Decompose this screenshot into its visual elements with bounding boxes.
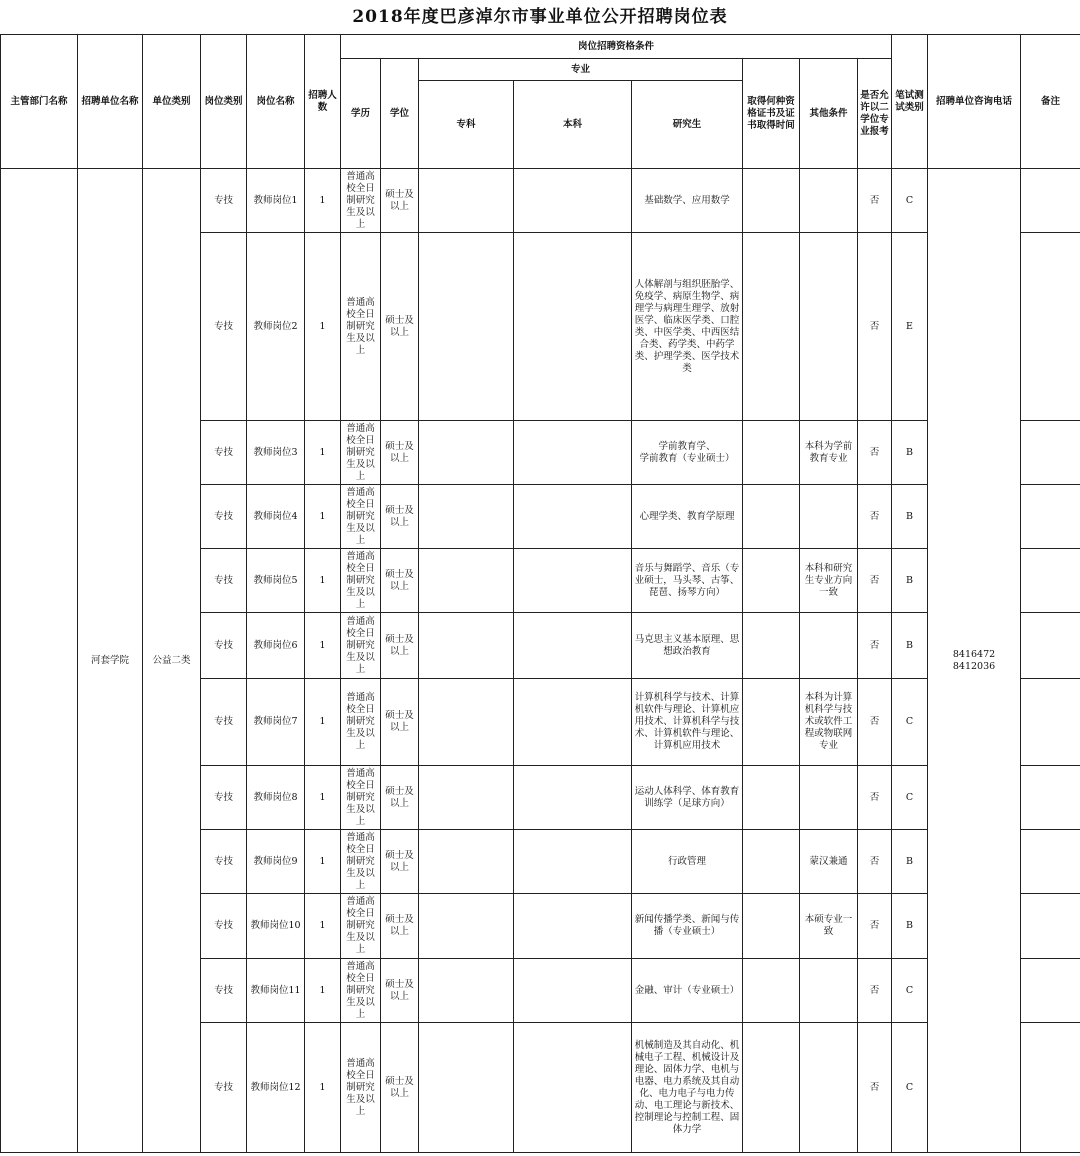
header-benke: 本科	[514, 81, 632, 169]
exam-cell: C	[892, 766, 928, 830]
edu-cell: 普通高校全日制研究生及以上	[341, 485, 381, 549]
header-count: 招聘人数	[305, 35, 341, 169]
cert-cell	[743, 830, 800, 894]
benke-cell	[514, 613, 632, 679]
header-second-degree: 是否允许以二学位专业报考	[858, 59, 892, 169]
major-cell: 计算机科学与技术、计算机软件与理论、计算机应用技术、计算机科学与技术、计算机软件与理论、计算机应用技术	[632, 679, 743, 766]
benke-cell	[514, 485, 632, 549]
pos-type-cell: 专技	[201, 421, 247, 485]
pos-name-cell: 教师岗位11	[247, 959, 305, 1023]
count-cell: 1	[305, 233, 341, 421]
header-pos-type: 岗位类别	[201, 35, 247, 169]
pos-name-cell: 教师岗位9	[247, 830, 305, 894]
edu-cell: 普通高校全日制研究生及以上	[341, 233, 381, 421]
edu-cell: 普通高校全日制研究生及以上	[341, 830, 381, 894]
header-qualifications: 岗位招聘资格条件	[341, 35, 892, 59]
header-edu: 学历	[341, 59, 381, 169]
table-row	[1, 169, 1080, 233]
degree-cell: 硕士及以上	[381, 830, 419, 894]
count-cell: 1	[305, 613, 341, 679]
exam-cell: C	[892, 679, 928, 766]
zhuanke-cell	[419, 959, 514, 1023]
cert-cell	[743, 1023, 800, 1153]
major-cell: 基础数学、应用数学	[632, 169, 743, 233]
remark-cell	[1021, 549, 1080, 613]
count-cell: 1	[305, 1023, 341, 1153]
benke-cell	[514, 233, 632, 421]
second-degree-cell: 否	[858, 613, 892, 679]
degree-cell: 硕士及以上	[381, 766, 419, 830]
other-cell	[800, 766, 858, 830]
zhuanke-cell	[419, 233, 514, 421]
other-cell: 蒙汉兼通	[800, 830, 858, 894]
benke-cell	[514, 830, 632, 894]
major-cell: 金融、审计（专业硕士）	[632, 959, 743, 1023]
header-other: 其他条件	[800, 59, 858, 169]
unit-type-cell: 公益二类	[143, 169, 201, 1153]
dept-cell	[1, 169, 78, 1153]
second-degree-cell: 否	[858, 549, 892, 613]
edu-cell: 普通高校全日制研究生及以上	[341, 959, 381, 1023]
unit-cell: 河套学院	[78, 169, 143, 1153]
benke-cell	[514, 169, 632, 233]
major-cell: 学前教育学、 学前教育（专业硕士）	[632, 421, 743, 485]
header-zhuanke: 专科	[419, 81, 514, 169]
cert-cell	[743, 894, 800, 959]
pos-type-cell: 专技	[201, 613, 247, 679]
benke-cell	[514, 959, 632, 1023]
header-exam: 笔试测试类别	[892, 35, 928, 169]
cert-cell	[743, 549, 800, 613]
other-cell: 本科和研究生专业方向一致	[800, 549, 858, 613]
degree-cell: 硕士及以上	[381, 894, 419, 959]
header-remark: 备注	[1021, 35, 1080, 169]
recruitment-table	[0, 34, 1080, 1153]
major-cell: 新闻传播学类、新闻与传播（专业硕士）	[632, 894, 743, 959]
header-unit-type: 单位类别	[143, 35, 201, 169]
phone-cell	[928, 169, 1021, 1153]
cert-cell	[743, 169, 800, 233]
header-dept: 主管部门名称	[1, 35, 78, 169]
header-unit: 招聘单位名称	[78, 35, 143, 169]
second-degree-cell: 否	[858, 233, 892, 421]
pos-type-cell: 专技	[201, 485, 247, 549]
count-cell: 1	[305, 169, 341, 233]
exam-cell: B	[892, 421, 928, 485]
remark-cell	[1021, 485, 1080, 549]
pos-type-cell: 专技	[201, 830, 247, 894]
benke-cell	[514, 679, 632, 766]
other-cell: 本科为计算机科学与技术或软件工程或物联网专业	[800, 679, 858, 766]
cert-cell	[743, 233, 800, 421]
other-cell	[800, 1023, 858, 1153]
pos-type-cell: 专技	[201, 169, 247, 233]
other-cell	[800, 485, 858, 549]
pos-name-cell: 教师岗位3	[247, 421, 305, 485]
edu-cell: 普通高校全日制研究生及以上	[341, 766, 381, 830]
remark-cell	[1021, 613, 1080, 679]
cert-cell	[743, 679, 800, 766]
pos-name-cell: 教师岗位8	[247, 766, 305, 830]
edu-cell: 普通高校全日制研究生及以上	[341, 894, 381, 959]
pos-type-cell: 专技	[201, 233, 247, 421]
second-degree-cell: 否	[858, 169, 892, 233]
remark-cell	[1021, 766, 1080, 830]
pos-name-cell: 教师岗位7	[247, 679, 305, 766]
zhuanke-cell	[419, 1023, 514, 1153]
edu-cell: 普通高校全日制研究生及以上	[341, 169, 381, 233]
degree-cell: 硕士及以上	[381, 679, 419, 766]
count-cell: 1	[305, 421, 341, 485]
count-cell: 1	[305, 766, 341, 830]
remark-cell	[1021, 233, 1080, 421]
pos-type-cell: 专技	[201, 679, 247, 766]
other-cell: 本科为学前教育专业	[800, 421, 858, 485]
second-degree-cell: 否	[858, 766, 892, 830]
pos-name-cell: 教师岗位12	[247, 1023, 305, 1153]
zhuanke-cell	[419, 894, 514, 959]
major-cell: 人体解剖与组织胚胎学、免疫学、病原生物学、病理学与病理生理学、放射医学、临床医学类、口腔类、中医学类、中西医结合类、药学类、中药学类、护理学类、医学技术类	[632, 233, 743, 421]
degree-cell: 硕士及以上	[381, 549, 419, 613]
edu-cell: 普通高校全日制研究生及以上	[341, 1023, 381, 1153]
edu-cell: 普通高校全日制研究生及以上	[341, 549, 381, 613]
exam-cell: B	[892, 830, 928, 894]
exam-cell: B	[892, 485, 928, 549]
degree-cell: 硕士及以上	[381, 169, 419, 233]
exam-cell: C	[892, 959, 928, 1023]
benke-cell	[514, 1023, 632, 1153]
zhuanke-cell	[419, 421, 514, 485]
second-degree-cell: 否	[858, 959, 892, 1023]
exam-cell: C	[892, 1023, 928, 1153]
zhuanke-cell	[419, 613, 514, 679]
exam-cell: B	[892, 894, 928, 959]
second-degree-cell: 否	[858, 421, 892, 485]
table-title: 2018年度巴彦淖尔市事业单位公开招聘岗位表	[352, 7, 728, 27]
major-cell: 马克思主义基本原理、思想政治教育	[632, 613, 743, 679]
header-major: 专业	[419, 59, 743, 81]
cert-cell	[743, 766, 800, 830]
exam-cell: B	[892, 613, 928, 679]
degree-cell: 硕士及以上	[381, 959, 419, 1023]
other-cell	[800, 959, 858, 1023]
other-cell	[800, 613, 858, 679]
major-cell: 机械制造及其自动化、机械电子工程、机械设计及理论、固体力学、电机与电器、电力系统及其自动化、电力电子与电力传动、电工理论与新技术、控制理论与控制工程、固体力学	[632, 1023, 743, 1153]
pos-name-cell: 教师岗位2	[247, 233, 305, 421]
other-cell	[800, 169, 858, 233]
header-pos-name: 岗位名称	[247, 35, 305, 169]
benke-cell	[514, 894, 632, 959]
header-cert: 取得何种资格证书及证书取得时间	[743, 59, 800, 169]
benke-cell	[514, 549, 632, 613]
pos-type-cell: 专技	[201, 894, 247, 959]
second-degree-cell: 否	[858, 679, 892, 766]
degree-cell: 硕士及以上	[381, 1023, 419, 1153]
exam-cell: B	[892, 549, 928, 613]
remark-cell	[1021, 830, 1080, 894]
degree-cell: 硕士及以上	[381, 613, 419, 679]
major-cell: 心理学类、教育学原理	[632, 485, 743, 549]
pos-type-cell: 专技	[201, 959, 247, 1023]
second-degree-cell: 否	[858, 894, 892, 959]
count-cell: 1	[305, 549, 341, 613]
major-cell: 音乐与舞蹈学、音乐（专业硕士，马头琴、古筝、琵琶、扬琴方向）	[632, 549, 743, 613]
cert-cell	[743, 485, 800, 549]
pos-name-cell: 教师岗位10	[247, 894, 305, 959]
major-cell: 行政管理	[632, 830, 743, 894]
count-cell: 1	[305, 959, 341, 1023]
pos-type-cell: 专技	[201, 766, 247, 830]
benke-cell	[514, 421, 632, 485]
remark-cell	[1021, 894, 1080, 959]
pos-name-cell: 教师岗位6	[247, 613, 305, 679]
zhuanke-cell	[419, 830, 514, 894]
cert-cell	[743, 421, 800, 485]
count-cell: 1	[305, 679, 341, 766]
remark-cell	[1021, 959, 1080, 1023]
other-cell: 本硕专业一致	[800, 894, 858, 959]
cert-cell	[743, 959, 800, 1023]
pos-type-cell: 专技	[201, 1023, 247, 1153]
pos-name-cell: 教师岗位1	[247, 169, 305, 233]
cert-cell	[743, 613, 800, 679]
remark-cell	[1021, 679, 1080, 766]
major-cell: 运动人体科学、体育教育训练学（足球方向）	[632, 766, 743, 830]
second-degree-cell: 否	[858, 485, 892, 549]
count-cell: 1	[305, 894, 341, 959]
benke-cell	[514, 766, 632, 830]
remark-cell	[1021, 1023, 1080, 1153]
edu-cell: 普通高校全日制研究生及以上	[341, 679, 381, 766]
phone-number: 8416472	[952, 648, 996, 660]
zhuanke-cell	[419, 169, 514, 233]
second-degree-cell: 否	[858, 1023, 892, 1153]
edu-cell: 普通高校全日制研究生及以上	[341, 421, 381, 485]
count-cell: 1	[305, 485, 341, 549]
other-cell	[800, 233, 858, 421]
pos-name-cell: 教师岗位4	[247, 485, 305, 549]
exam-cell: C	[892, 169, 928, 233]
zhuanke-cell	[419, 679, 514, 766]
zhuanke-cell	[419, 766, 514, 830]
header-degree: 学位	[381, 59, 419, 169]
degree-cell: 硕士及以上	[381, 421, 419, 485]
degree-cell: 硕士及以上	[381, 485, 419, 549]
zhuanke-cell	[419, 549, 514, 613]
header-yanjiusheng: 研究生	[632, 81, 743, 169]
phone-number: 8412036	[952, 660, 996, 672]
second-degree-cell: 否	[858, 830, 892, 894]
pos-type-cell: 专技	[201, 549, 247, 613]
header-phone: 招聘单位咨询电话	[928, 35, 1021, 169]
degree-cell: 硕士及以上	[381, 233, 419, 421]
exam-cell: E	[892, 233, 928, 421]
zhuanke-cell	[419, 485, 514, 549]
remark-cell	[1021, 421, 1080, 485]
edu-cell: 普通高校全日制研究生及以上	[341, 613, 381, 679]
count-cell: 1	[305, 830, 341, 894]
remark-cell	[1021, 169, 1080, 233]
pos-name-cell: 教师岗位5	[247, 549, 305, 613]
